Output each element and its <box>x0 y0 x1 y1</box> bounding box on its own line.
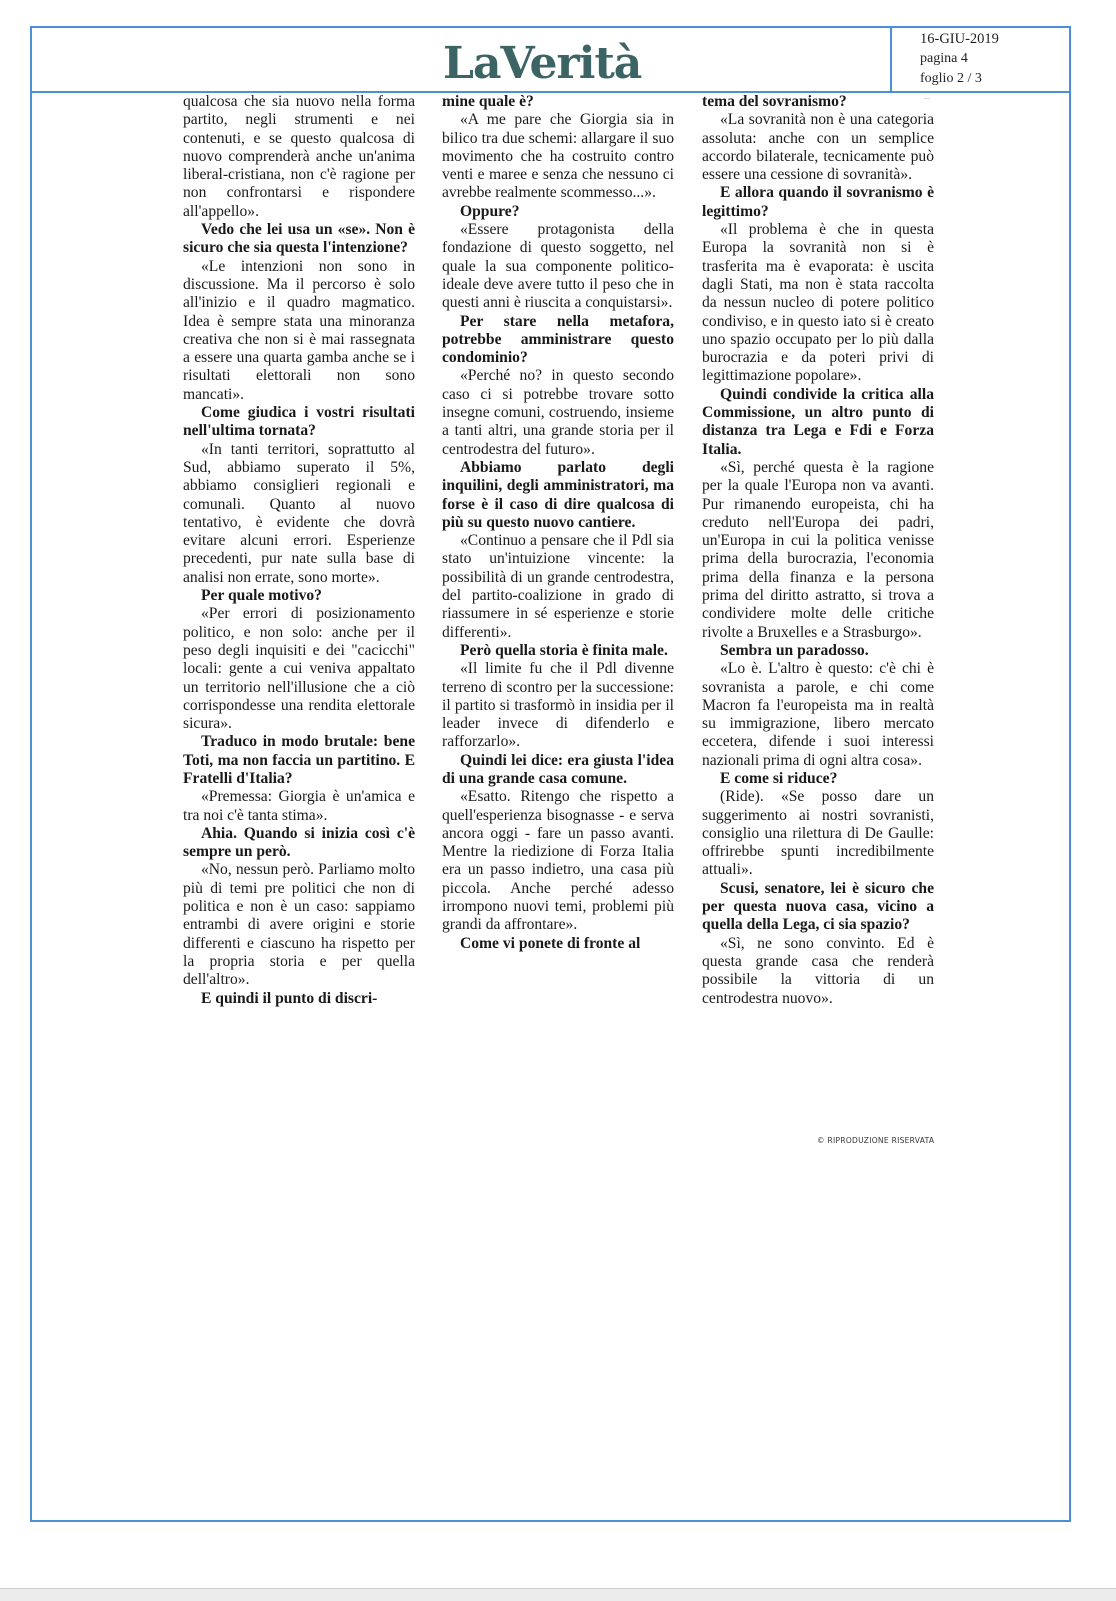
interview-question: Traduco in modo brutale: bene Toti, ma non faccia un partitino. E Fratelli d'Italia? <box>183 733 415 787</box>
interview-answer: «Per errori di posizionamento politico, e non solo: anche per il peso degli inquisiti e dei "cacicchi" locali: gente a cui veniva appaltato un territorio nell'illusione che a ciò corrispondesse una rendita elettorale sicura». <box>183 605 415 733</box>
interview-answer: «Il limite fu che il Pdl divenne terreno di scontro per la successione: il partito si trasformò in insidia per il leader invece di difenderlo e rafforzarlo». <box>442 660 674 751</box>
interview-question: E quindi il punto di discri- <box>201 989 378 1007</box>
interview-question: Per stare nella metafora, potrebbe amministrare questo condominio? <box>442 312 674 367</box>
interview-question: E come si riduce? <box>720 769 838 787</box>
clipping-date: 16-GIU-2019 <box>920 31 999 47</box>
masthead-logo <box>443 36 703 92</box>
interview-question: Però quella storia è finita male. <box>460 641 668 659</box>
masthead-prefix: La <box>443 38 501 89</box>
interview-question: Scusi, senatore, lei è sicuro che per questa nuova casa, vicino a quella della Lega, ci sia spazio? <box>702 879 934 934</box>
interview-question: Quindi condivide la critica alla Commissione, un altro punto di distanza tra Lega e Fdi e Forza Italia. <box>702 385 934 458</box>
interview-answer: qualcosa che sia nuovo nella forma partito, negli strumenti e nei contenuti, e se questo qualcosa di nuovo comprenderà anche un'anima liberal-cristiana, non c'è ragione per non confrontarsi e rispondere all'appello». <box>183 93 415 220</box>
interview-question: Come giudica i vostri risultati nell'ultima tornata? <box>183 404 415 440</box>
article-column-1 <box>183 93 415 1008</box>
scan-mark: ··· <box>924 96 930 103</box>
interview-question: Sembra un paradosso. <box>720 641 869 659</box>
interview-question: mine quale è? <box>442 93 534 110</box>
interview-question: Oppure? <box>460 202 520 220</box>
interview-question: Quindi lei dice: era giusta l'idea di una grande casa comune. <box>442 751 674 787</box>
interview-answer: «Lo è. L'altro è questo: c'è chi è sovranista a parole, e chi come Macron fa l'europeista ma in realtà su immigrazione, libero mercato eccetera, difende i suoi interessi nazionali prima di ogni altra cosa». <box>702 660 934 769</box>
interview-answer: «A me pare che Giorgia sia in bilico tra due schemi: allargare il suo movimento che ha costruito contro venti e maree e senza che nessuno ci avrebbe realmente scommesso...». <box>442 111 674 202</box>
interview-answer: «Premessa: Giorgia è un'amica e tra noi c'è tanta stima». <box>183 788 415 824</box>
interview-answer: «Sì, ne sono convinto. Ed è questa grande casa che renderà possibile la vittoria di un centrodestra nuovo». <box>702 934 934 1007</box>
interview-answer: «Essere protagonista della fondazione di questo soggetto, nel quale la sua componente politico-ideale deve avere tutto il peso che in questi anni è riuscita a conquistarsi». <box>442 221 674 312</box>
interview-answer: «Sì, perché questa è la ragione per la quale l'Europa non va avanti. Pur rimanendo europeista, chi ha creduto nell'Europa dei padri, un'Europa in cui la politica venisse prima della burocrazia, l'economia prima della finanza e la persona prima del diritto astratto, si trova a condividere molte delle critiche rivolte a Bruxelles e a Strasburgo». <box>702 458 934 641</box>
interview-question: Ahia. Quando si inizia così c'è sempre un però. <box>183 824 415 861</box>
article-column-2 <box>442 93 674 953</box>
interview-question: tema del sovranismo? <box>702 93 847 110</box>
interview-answer: «In tanti territori, soprattutto al Sud, abbiamo superato il 5%, abbiamo consiglieri regionali e comunali. Quanto al nuovo tentativo, è evidente che dovrà evitare alcuni errori. Esperienze precedenti, pur nate sulla base di analisi non errate, sono morte». <box>183 440 415 586</box>
interview-answer: «Perché no? in questo secondo caso ci si potrebbe trovare sotto insegne comuni, costruendo, insieme a tanti altri, una grande storia per il centrodestra del futuro». <box>442 367 674 458</box>
interview-question: Abbiamo parlato degli inquilini, degli amministratori, ma forse è il caso di dire qualcosa di più su questo nuovo cantiere. <box>442 458 674 531</box>
clipping-page: pagina 4 <box>920 51 968 66</box>
interview-question: E allora quando il sovranismo è legittimo? <box>702 184 934 220</box>
interview-question: Vedo che lei usa un «se». Non è sicuro che sia questa l'intenzione? <box>183 221 415 257</box>
masthead-name: Verità <box>500 38 642 89</box>
interview-answer: «No, nessun però. Parliamo molto più di temi pre politici che non di politica e non è un caso: sappiamo entrambi di avere origini e storie differenti e ciascuno ha rispetto per la propria storia e per quella dell'altro». <box>183 861 415 989</box>
interview-answer: «La sovranità non è una categoria assoluta: anche con un semplice accordo bilaterale, tecnicamente può essere una cessione di sovranità». <box>702 111 934 184</box>
viewer-bottom-bar <box>0 1588 1116 1601</box>
interview-answer: «Continuo a pensare che il Pdl sia stato un'intuizione vincente: la possibilità di un grande centrodestra, del partito-coalizione in grado di riassumere in sé esperienze e storie differenti». <box>442 532 674 641</box>
article-column-3 <box>702 93 934 1008</box>
interview-answer: (Ride). «Se posso dare un suggerimento ai nostri sovranisti, consiglio una rilettura di De Gaulle: offrirebbe spunti incredibilmente attuali». <box>702 788 934 879</box>
interview-question: Come vi ponete di fronte al <box>460 934 641 952</box>
interview-question: Per quale motivo? <box>201 587 322 605</box>
clipping-sheet: foglio 2 / 3 <box>920 71 982 86</box>
copyright-notice: © RIPRODUZIONE RISERVATA <box>817 1136 935 1145</box>
interview-answer: «Le intenzioni non sono in discussione. Ma il percorso è solo all'inizio e il quadro magmatico. Idea è sempre stata una minoranza creativa che non si è mai rassegnata a essere una quarta gamba anche se i risultati elettorali non sono mancati». <box>183 257 415 403</box>
interview-answer: «Il problema è che in questa Europa la sovranità non si è trasferita ma è evaporata: è uscita dagli Stati, ma non è stata raccolta da nessun nucleo di potere politico condiviso, e in questo iato si è creato uno spazio occupato per lo più dalla burocrazia e da poteri privi di legittimazione popolare». <box>702 221 934 385</box>
clipping-info-box <box>890 26 1071 93</box>
interview-answer: «Esatto. Ritengo che rispetto a quell'esperienza bisognasse - e serva ancora oggi - fare un passo avanti. Mentre la riedizione di Forza Italia era un passo indietro, una casa più piccola. Anche perché adesso irrompono nuovi temi, problemi più grandi da affrontare». <box>442 788 674 934</box>
